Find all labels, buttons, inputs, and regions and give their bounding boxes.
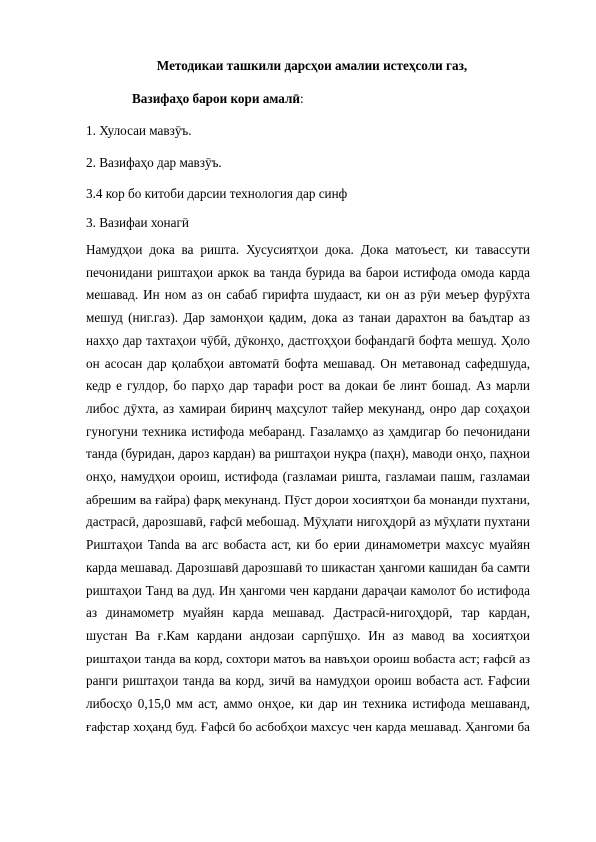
body-line: танда (буридан, дароз кардан) ва риштаҳои нуқра (паҳн), маводи онҳо, паҳнои: [86, 446, 530, 462]
body-line: печонидани риштаҳои аркок ва танда бурида ва барои истифода омода карда: [86, 264, 530, 280]
body-line: риштаҳои танда ва корд, сохтори матоъ ва навъҳои ороиш вобаста аст; ғафсӣ аз: [86, 650, 530, 666]
body-line: мешуд (ниг.газ). Дар замонҳои қадим, дока аз танаи дарахтон ва баъдтар аз: [86, 310, 530, 326]
body-line: либосҳо 0,15,0 мм аст, аммо онҳое, ки дар ин техника истифода мешаванд,: [86, 696, 530, 712]
body-line: Риштаҳои Tanda ва arc вобаста аст, ки бо ерии динамометри махсус муайян: [86, 537, 530, 553]
section-subtitle: [132, 91, 304, 107]
list-item: 3. Вазифаи хонагӣ: [86, 215, 189, 230]
list-item: 2. Вазифаҳо дар мавзӯъ.: [86, 155, 222, 170]
subtitle-text: Вазифаҳо барои кори амалӣ: [132, 91, 300, 106]
body-line: ранги риштаҳои танда ва корд, зичӣ ва намудҳои ороиш вобаста аст. Ғафсии: [86, 673, 530, 689]
list-item: 1. Хулосаи мавзӯъ.: [86, 123, 192, 138]
body-line: аз динамометр муайян карда мешавад. Дастрасӣ-нигоҳдорӣ, тар кардан,: [86, 605, 530, 621]
list-item: 3.4 кор бо китоби дарсии технология дар синф: [86, 186, 348, 201]
body-line: кедр е гулдор, бо парҳо дар тарафи рост ва докаи бе линт бошад. Аз марли: [86, 378, 530, 394]
subtitle-colon: :: [299, 91, 304, 106]
body-paragraph: [86, 239, 530, 738]
body-line: риштаҳои Танд ва дуд. Ин ҳангоми чен кардани дараҷаи камолот бо истифода: [86, 582, 530, 598]
body-line: ғафстар хоҳанд буд. Ғафсӣ бо асбобҳои махсус чен карда мешавад. Ҳангоми ба: [86, 718, 530, 734]
body-line: шустан Ва ғ.Кам кардани андозаи сарпӯшҳо. Ин аз мавод ва хосиятҳои: [86, 627, 530, 643]
body-line: Намудҳои дока ва ришта. Хусусиятҳои дока. Дока матоъест, ки тавассути: [86, 242, 530, 257]
body-line: дастрасӣ, дарозшавӣ, ғафсӣ мебошад. Мӯҳлати нигоҳдорӣ аз мӯҳлати пухтани: [86, 514, 530, 530]
body-line: мешавад. Ин ном аз он сабаб гирифта шудааст, ки он аз рӯи меъер фурӯхта: [86, 287, 530, 303]
body-line: абрешим ва ғайра) фарқ мекунанд. Пӯст дорои хосиятҳои ба монанди пухтани,: [86, 491, 530, 507]
body-line: онҳо, намудҳои ороиш, истифода (газламаи ришта, газламаи пашм, газламаи: [86, 469, 530, 485]
body-line: он асосан дар қолабҳои автоматӣ бофта мешавад. Он метавонад сафедшуда,: [86, 355, 530, 371]
body-line: нахҳо дар тахтаҳои чӯбӣ, дӯконҳо, дастгоҳҳои бофандагӣ бофта мешуд. Ҳоло: [86, 332, 530, 348]
document-title: Методикаи ташкили дарсҳои амалии истеҳсоли газ,: [156, 58, 468, 73]
body-line: карда мешавад. Дарозшавӣ дарозшавӣ то шикастан ҳангоми кашидан ба самти: [86, 559, 530, 575]
body-line: гуногуни техника истифода мебаранд. Газаламҳо аз ҳамдигар бо печонидани: [86, 423, 530, 439]
body-line: либос дӯхта, аз хамираи биринҷ маҳсулот тайер мекунанд, онро дар соҳаҳои: [86, 400, 530, 416]
